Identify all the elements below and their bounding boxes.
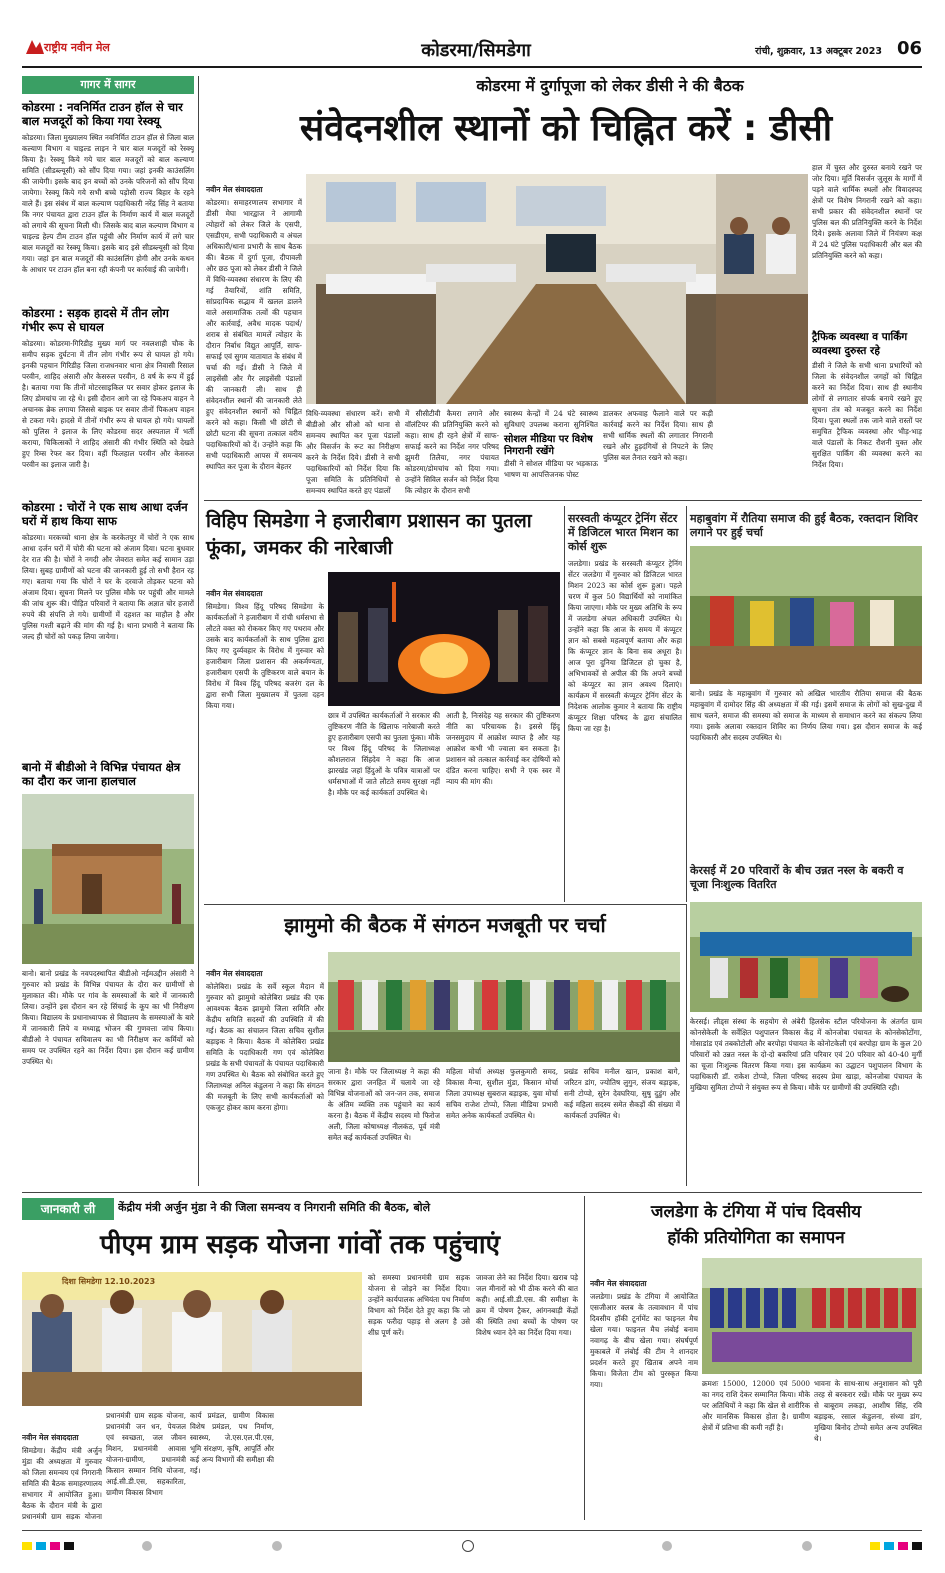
section-title: कोडरमा/सिमडेगा: [421, 40, 531, 61]
top-story-kicker: कोडरमा में दुर्गापूजा को लेकर डीसी ने की बैठक: [476, 77, 744, 95]
top-story-text: स्वास्थ्य केन्द्रों में 24 घंटे स्वास्थ्य सुविधाएं उपलब्ध कराना सुनिश्चित: [504, 409, 598, 429]
brief-body: बानो। बानो प्रखंड के नवपदस्थापित बीडीओ नईमउद्दीन अंसारी ने गुरुवार को प्रखंड के विभिन्न पंचायत के दौरा कर ग्रामीणों से मुलाकात की। मौके पर गांव के समस्याओं के बारे में जानकारी लिया। उन्होंने इस दौरान बन रहे सिंचाई के कूप का भी निरीक्षण किया। विद्यालय के प्रधानाध्यापक से विद्यालय के समस्याओं के बारे में जानकारी लिये व मध्याह्न भोजन की गुणवत्ता जांच किया। बीडीओ ने पंचायत सचिवालय का भी निरीक्षण कर कर्मियों को समय पर उपस्थित रहने का निर्देश दिया। इस दौरान कई ग्रामीण उपस्थित थे।: [22, 969, 194, 1066]
byline: नवीन मेल संवाददाता: [590, 1279, 647, 1288]
column-divider: [686, 506, 687, 902]
hockey-column: क्रमशः 15000, 12000 एवं 5000 का नगद राशि देकर सम्मानित किया। मौके पर अतिथियों ने कहा कि खेल से शारीरिक और मानसिक विकास होता है। ग्रामीण क्षेत्रों में प्रतिभा की कमी नहीं है।: [702, 1379, 810, 1432]
info-label: जानकारी ली: [22, 1198, 114, 1220]
minister-column: को समस्या प्रधानमंत्री ग्राम सड़क योजना से जोड़ने का निर्देश दिया। उन्होंने कार्यपालक अभियंता पथ निर्माण विभाग को निर्देश देते हुए कहा कि जो सड़क फरीदा पहाड़ से अलग है उसे शीघ्र पूर्ण करें।: [368, 1273, 470, 1337]
kersai-headline: केरसई में 20 परिवारों के बीच उन्नत नस्ल के बकरी व चूजा निःशुल्क वितरित: [690, 864, 904, 891]
footer-rule: [22, 1530, 922, 1531]
top-story-subhead: ट्रैफिक व्यवस्था व पार्किंग व्यवस्था दुरुस्त रहे: [812, 331, 908, 357]
top-story-column-group: [504, 408, 598, 494]
vhp-column: छात्र में उपस्थित कार्यकर्ताओं ने सरकार की तुष्टिकरण नीति के खिलाफ नारेबाजी करते हुए हजारीबाग एसपी का पुतला फूंका। मौके पर विश्व हिंदू परिषद के जिलाध्यक्ष कौशलराज सिंहदेव ने कहा कि आज झारखंड जहां हिंदुओं के पवित्र यात्राओं पर धर्मसभाओं में जाते लौटते समय सुरक्षा नहीं है। मौके पर कई कार्यकर्ता उपस्थित थे।: [328, 711, 440, 797]
brief-body: कोडरमा। जिला मुख्यालय स्थित नवनिर्मित टाउन हॉल से जिला बाल कल्याण विभाग व चाइल्ड लाइन ने चार बाल मजदूरों को रेस्क्यू किया है। रेस्क्यू किये गये चार बाल मजदूरों को बाल कल्याण समिति (सीडब्ल्यूसी) को सौंप दिया गया। जहां इनकी काउंसलिंग की जायेगी। इसके बाद इन बच्चों को उनके परिजनों को सौंप दिया जायेगा। रेस्क्यू किये गये सभी बच्चे पड़ोसी राज्य बिहार के रहने वाले हैं। इस संबंध में बाल कल्याण पदाधिकारी नरेंद्र सिंह ने बताया कि नगर पंचायत द्वारा टाउन हॉल के निर्माण कार्य में बाल मजदूरों को लगाये की सूचना मिली थी। जिसके बाद बाल कल्याण विभाग व चाइल्ड हेल्प टीम टाउन हॉल पहुंची और निर्माण कार्य में लगे चार बाल मजदूरों का रेस्क्यू किया। इसके बाद इसे सीडब्ल्यूसी को दिया गया। जहां इन बाल मजदूरों की काउंसलिंग होगी और उनके कथन के आधार पर टाउन हॉल बना रही कंपनी पर कार्रवाई की जायेगी।: [22, 133, 194, 274]
top-story-column: डीसी ने जिले के सभी थाना प्रभारियों को जिला के संवेदनशील जगहों को चिह्नित करने का निर्देश दिया। साथ ही स्थानीय लोगों से लगातार संपर्क बनाये रखने हुए सूचना तंत्र को मजबूत करने का निर्देश दिया। पूजा स्थलों तक जाने वाले रास्तों पर समुचित ट्रैफिक व्यवस्था और भीड़-भाड़ वाले पंडालों के निकट रौशनी युक्त और सुरक्षित पार्किंग की व्यवस्था करने का निर्देश दिया।: [812, 361, 922, 469]
column-divider: [564, 506, 565, 902]
brief-body: कोडरमा। मरकच्चो थाना क्षेत्र के करकेतपुर में चोरों ने एक साथ आधा दर्जन घरों में चोरी की घटना को अंजाम दिया। घटना बुधवार देर रात की है। चोरों ने नगदी और जेवरात समेत कई सामान उड़ा लिया। सुबह ग्रामीणों को घटना की जानकारी हुई तो सभी हैरान रह गए। बताया गया कि चोरों ने घर के दरवाजे तोड़कर घटना को अंजाम दिया। सूचना मिलने पर पुलिस मौके पर पहुंची और मामले की जांच शुरू की। पीड़ित परिवारों ने बताया कि अज्ञात चोर हजारों रुपये की संपत्ति ले गये। ग्रामीणों में दहशत का माहौल है और पुलिस गश्ती बढ़ाने की मांग की गई है। थाना प्रभारी ने बताया कि जल्द ही चोरों को पकड़ लिया जायेगा।: [22, 533, 194, 641]
hockey-teams-photo: [702, 1258, 922, 1374]
byline: नवीन मेल संवाददाता: [206, 589, 263, 598]
minister-column: [22, 1410, 102, 1520]
top-story-subhead: सोशल मीडिया पर विशेष निगरानी रखेंगे: [504, 434, 593, 457]
samaj-meeting-photo: [690, 546, 922, 684]
top-story-column: [206, 162, 302, 492]
hockey-column: [590, 1256, 698, 1520]
top-story-text: डीसी ने सोशल मीडिया पर भड़काऊ भाषण या आपत्तिजनक पोस्ट: [504, 459, 598, 479]
computer-body: जलडेगा। प्रखंड के सरस्वती कंप्यूटर ट्रेनिंग सेंटर जलडेगा में गुरुवार को डिजिटल भारत मिशन 2023 का कोर्स शुरू हुआ। पहले चरण में कुल 50 विद्यार्थियों को नामांकित किया जाएगा। मौके पर मुख्य अतिथि के रूप में जलडेगा अंचल अधिकारी उपस्थित थे। उन्होंने कहा कि आज के समय में कंप्यूटर ज्ञान को सबसे महत्वपूर्ण बताया और कहा कि कंप्यूटर ज्ञान के बिना सब अधूरा है। आज पूरा दुनिया डिजिटल हो चुका है, अभिभावकों से अपील की कि अपने बच्चों को कंप्यूटर का ज्ञान अवश्य दिलाएं। कार्यक्रम में सरस्वती कंप्यूटर ट्रेनिंग सेंटर के निदेशक आलोक कुमार ने बताया कि राष्ट्रीय कंप्यूटर शिक्षा परिषद के द्वारा संचालित किया जा रहा है।: [568, 559, 682, 733]
jmm-column: प्रखंड सचिव मनील खान, प्रकाश बागे, जरिटन डांग, ज्योतिष लुगुन, संजय बड़ाइक, सनी टोप्पो, सुरेन देवघरिया, सुषु दुडुंग और कई महिला सदस्य समेत सैकड़ों की संख्या में कार्यकर्ता उपस्थित थे।: [564, 1067, 680, 1120]
brief-body: कोडरमा। कोडरमा-गिरिडीह मुख्य मार्ग पर नवलशाही चौक के समीप सड़क दुर्घटना में तीन लोग गंभीर रूप से घायल हो गये। इनकी पहचान गिरिडीह जिला राजधनवार थाना क्षेत्र निवासी रिसाल परवीन, शाहिद अंसारी और केसरुल परवीन, 8 वर्ष के रूप में हुई है। बताया गया कि तीनों मोटरसाइकिल पर सवार होकर इलाज के लिए डोमचांच जा रहे थे। इसी दौरान आगे जा रहे पिकअप वाहन ने अचानक ब्रेक लगाया जिससे बाइक पर सवार तीनों पिकअप वाहन से टकरा गये। हादसे में तीनों गंभीर रूप से घायल हो गये। घायलों को पुलिस ने इलाज के लिए कोडरमा सदर अस्पताल में भर्ती कराया, चिकित्सकों ने शाहिद अंसारी की गंभीर स्थिति को देखते हुए रिम्स रेफर कर दिया। वहीं फिलहाल परवीन और केसरुल परवीन का इलाज जारी है।: [22, 339, 194, 469]
top-story-column: हाल में चुस्त और दुरुस्त बनाये रखने पर जोर दिया। मूर्ति विसर्जन जुलूस के मार्गों में पड़ने वाले धार्मिक स्थलों और विवादस्पद क्षेत्रों पर विशेष निगरानी रखने को कहा। सभी प्रकार की संवेदनशील स्थानों पर पुलिस बल की प्रतिनियुक्ति करने के निर्देश दिये। इसके अलावा जिले में नियंत्रण कक्ष में 24 घंटे पुलिस पदाधिकारी और बल की प्रतिनियुक्ति करने को कहा।: [812, 163, 922, 260]
hockey-headline-2: हॉकी प्रतियोगिता का समापन: [667, 1228, 845, 1248]
minister-text: सिमडेगा। केंद्रीय मंत्री अर्जुन मुंडा की अध्यक्षता में गुरुवार को जिला समन्वय एवं निगरानी समिति की बैठक समाहरणालय सभागार में आयोजित हुआ। बैठक के दौरान मंत्री के द्वारा प्रधानमंत्री ग्राम सड़क योजना: [22, 1446, 102, 1520]
top-story-text: कोडरमा। समाहरणालय सभागार में डीसी मेघा भारद्वाज ने आगामी त्योहारों को लेकर जिले के एसपी, एसडीएम, सभी पदाधिकारी व अंचल अधिकारी/थाना प्रभारी के साथ बैठक की। बैठक में दुर्गा पूजा, दीपावली और छठ पूजा को लेकर डीसी ने जिले में विधि-व्यवस्था संधारण के लिए की गई तैयारियों, शांति समिति, सांप्रदायिक सद्भाव में खलल डालने वाले असामाजिक तत्वों की पहचान और कार्रवाई, अवैध मादक पदार्थ/शराब से संबंधित मामलें त्योहार के दौरान निर्बाध विद्युत आपूर्ति, साफ-सफाई एवं सुगम यातायात के संबंध में चर्चा की गई। डीसी ने जिले में लाइसेंसी और गैर लाइसेंसी पंडालों की जानकारी ली। साथ ही संवेदनशील स्थानों की जानकारी लेते हुए संवेदनशील स्थानों को चिह्नित करने को कहा। किसी भी छोटी से छोटी घटना की सूचना तत्काल वरीय पदाधिकारियों को दें। उन्होंने कहा कि सभी पदाधिकारी आपस में समन्वय स्थापित कर पूजा के दौरान बेहतर: [206, 198, 302, 471]
hockey-text: जलडेगा। प्रखंड के टंगिया में आयोजित एसजीआर क्लब के तत्वावधान में पांच दिवसीय हॉकी टूर्नामेंट का फाइनल मैच खेला गया। फाइनल मैच लंबोई बनाम नवागढ़ के बीच खेला गया। संघर्षपूर्ण मुकाबले में लंबोई की टीम ने शानदार प्रदर्शन करते हुए खिताब अपने नाम किया। विजेता टीम को पुरस्कृत किया गया।: [590, 1292, 698, 1389]
hockey-column: भावना के साथ-साथ अनुशासन को पूरी तरह से बरकरार रखें। मौके पर मुख्य रूप से बाबूराम लकड़ा, आशीष सिंह, रवि बड़ाइक, रसाल कंडुलना, संध्या डांग, मुखिया बिनोद टोप्पो समेत अन्य उपस्थित थे।: [814, 1379, 922, 1443]
edition-date: रांची, शुक्रवार, 13 अक्टूबर 2023: [755, 46, 882, 57]
minister-column: प्रधानमंत्री ग्राम सड़क योजना, प्रधानमंत्री जन धन, पेयजल एवं स्वच्छता, जल जीवन मिशन, प्रधानमंत्री आवास योजना-ग्रामीण, प्रधानमंत्री किसान सम्मान निधि योजना, आई.सी.डी.एस, सहकारिता, ग्रामीण विकास विभाग: [106, 1411, 186, 1497]
column-divider: [584, 1196, 585, 1520]
column-divider: [686, 904, 687, 1186]
jmm-text: कोलेबिरा। प्रखंड के सर्वे स्कूल मैदान में गुरुवार को झामुमो कोलेबिरा प्रखंड की एक आवश्यक बैठक झामुमो जिला समिति और केंद्रीय समिति सदस्यों की उपस्थिति में की गई। बैठक का संचालन जिला सचिव सुशील बड़ाइक ने किया। बैठक में कोलेबिरा प्रखंड समिति के पदाधिकारी गण एवं कोलेबिरा प्रखंड के सभी पंचायतों के पंचायत पदाधिकारी गण उपस्थित थे। बैठक को संबोधित करते हुए जिलाध्यक्ष अनिल कंडुलना ने कहा कि संगठन की मजबूती के लिए सभी कार्यकर्ताओं को एकजुट होकर काम करना होगा।: [206, 982, 324, 1112]
byline: नवीन मेल संवाददाता: [22, 1433, 79, 1442]
hockey-headline-1: जलडेगा के टंगिया में पांच दिवसीय: [650, 1202, 862, 1222]
brief-headline: कोडरमा : नवनिर्मित टाउन हॉल से चार बाल मजदूरों को किया गया रेस्क्यू: [22, 100, 183, 128]
paper-name: राष्ट्रीय नवीन मेल: [44, 41, 110, 54]
effigy-burning-photo: [328, 572, 560, 706]
section-divider: [22, 1192, 922, 1193]
minister-column: जावजा लेने का निर्देश दिया। खराब पड़े जल मीनारों को भी ठीक करने की बात कही। आई.सी.डी.एस. की समीक्षा के क्रम में पोषण ट्रैकर, आंगनबाड़ी केंद्रों की स्थिति तथा बच्चों के पोषण पर विशेष ध्यान देने का निर्देश दिया गया।: [476, 1273, 578, 1337]
vhp-headline: विहिप सिमडेगा ने हजारीबाग प्रशासन का पुतला फूंका, जमकर की नारेबाजी: [206, 510, 532, 559]
byline: नवीन मेल संवाददाता: [206, 185, 263, 194]
mahabuang-body: बानो। प्रखंड के महाबुवांग में गुरुवार को अखिल भारतीय रौतिया समाज की बैठक महाबुवांग में दामोदर सिंह की अध्यक्षता में की गई। इसमें समाज के लोगों को सुख-दुख में साथ चलने, समाज की समस्या को समाज के माध्यम से समाधान करने का संकल्प लिया गया। इसके अलावा रक्तदान शिविर का निर्णय लिया गया। इस दौरान समाज के कई पदाधिकारी और सदस्य उपस्थित थे।: [690, 689, 922, 742]
section-divider: [204, 500, 922, 501]
mahabuang-headline: महाबुवांग में रौतिया समाज की हुई बैठक, रक्तदान शिविर लगाने पर हुई चर्चा: [690, 512, 918, 539]
top-story-column: विधि-व्यवस्था संधारण करें। सभी बीडीओ और सीओ को थाना से समन्वय स्थापित कर पूजा पंडालों और विसर्जन के रूट का निरीक्षण करने के निर्देश दिये। डीसी ने सभी पदाधिकारियों को निर्देश दिया कि पूजा समिति के प्रतिनिधियों से समन्वय स्थापित करते हुए पंडालों: [306, 409, 400, 494]
top-story-headline: संवेदनशील स्थानों को चिह्नित करें : डीसी: [299, 108, 833, 149]
bdo-visit-photo: [22, 794, 194, 964]
brief-headline: बानो में बीडीओ ने विभिन्न पंचायत क्षेत्र का दौरा कर जाना हालचाल: [22, 760, 181, 788]
minister-headline: पीएम ग्राम सड़क योजना गांवों तक पहुंचाएं: [100, 1230, 500, 1260]
dc-officials-photo: [716, 174, 808, 404]
jmm-meeting-photo: [328, 952, 680, 1062]
vhp-text: सिमडेगा। विश्व हिंदू परिषद सिमडेगा के कार्यकर्ताओं ने हजारीबाग में रांची धर्मसभा से लौटते वक्त को रोककर किए गए पथराव और उसके बाद कार्यकर्ताओं के साथ पुलिस द्वारा किए गए दुर्व्यवहार के विरोध में गुरुवार को हजारीबाग जिला प्रशासन की अकर्मण्यता, हजारीबाग एसपी के तुष्टिकरण वाले बयान के विरोध में विश्व हिंदू परिषद बजरंग दल के द्वारा सभी जिला मुख्यालय में पुतला दहन किया गया।: [206, 602, 324, 710]
briefs-label: गागर में सागर: [22, 76, 194, 94]
top-story-column: में सीसीटीवी कैमरा लगाने और वॉलंटियर की प्रतिनियुक्ति करने को कहा। साथ ही रहने क्षेत्रों में साफ-सफाई करने का निर्देश नगर परिषद झुमरी तिलैया, नगर पंचायत कोडरमा/डोमचांच को दिया गया। उन्होंने सिविल सर्जन को निर्देश दिया कि त्योहार के दौरान सभी: [405, 409, 499, 494]
masthead-rule: [22, 66, 922, 68]
page-number: 06: [896, 38, 922, 59]
brief-headline: कोडरमा : चोरों ने एक साथ आधा दर्जन घरों में हाथ किया साफ: [22, 500, 188, 528]
top-story-column: डालकर अफवाह फैलाने वाले पर कड़ी कार्रवाई करने का निर्देश दिया। साथ ही सभी धार्मिक स्थलों की लगातार निगरानी रखने और हुड़दंगियों से निपटने के लिए पुलिस बल तैनात रखने को कहा।: [603, 409, 713, 462]
kersai-body: केरसई। लीड्स संस्था के सहयोग से अंबेरी हिलसेक स्टील परियोजना के अंतर्गत ग्राम कोनसेकेली के सर्वेक्षित पशुपालन विकास केंद्र में कोनजोबा पंचायत के कोनसेकोटोंगा, गोसाडांड एवं तबकोटोली और बरपोहा पंचायत के कोनोटकेली एवं बरपोहा ग्राम के कुल 20 परिवारों को उन्नत नस्ल के दो-दो बकरियां प्रति परिवार एवं 20 परिवार को 40-40 मुर्गी का चूजा निःशुल्क वितरण किया गया। इस कार्यक्रम का उद्घाटन पशुपालन विभाग के पदाधिकारी डॉ. राकेश टोप्पो, जिला परिषद सदस्य प्रेमा खाड़ा, कोनजोबा पंचायत के मुखिया सुमिता टोप्पो ने संयुक्त रूप से किया। मौके पर ग्रामीणों की उपस्थिति रही।: [690, 1017, 922, 1092]
jmm-column: [206, 946, 324, 1186]
photo-banner-text: दिशा सिमडेगा 12.10.2023: [62, 1277, 156, 1286]
color-registration-strip: [22, 1540, 922, 1552]
minister-meeting-photo: [22, 1272, 362, 1406]
vhp-column: आती है, निःसंदेह यह सरकार की तुष्टिकरण नीति का परिचायक है। इससे हिंदू जनसमुदाय में आक्रोश व्याप्त है और यह आक्रोश कभी भी ज्वाला बन सकता है। प्रशासन को तत्काल कार्रवाई कर दोषियों को दंडित करना चाहिए। सभी ने एक स्वर में न्याय की मांग की।: [446, 711, 560, 786]
goat-distribution-photo: [690, 902, 922, 1012]
jmm-column: जाना है। मौके पर जिलाध्यक्ष ने कहा की सरकार द्वारा जनहित में चलाये जा रहे विभिन्न योजनाओं को जन-जन तक, समाज के अंतिम व्यक्ति तक पहुंचाने का कार्य करना है। बैठक में केंद्रीय सदस्य मो फिरोज अली, जिला कोषाध्यक्ष नीलकंठ, पूर्व मंत्री समेत कई कार्यकर्ता उपस्थित थे।: [328, 1067, 440, 1142]
section-divider: [204, 904, 686, 905]
minister-column: कार्य प्रमंडल, ग्रामीण विकास विशेष प्रमंडल, पथ निर्माण, स्वास्थ्य, जे.एस.एल.पी.एस, भूमि संरक्षण, कृषि, आपूर्ति और कई अन्य विभागों की समीक्षा की गई।: [190, 1411, 274, 1475]
masthead-logo: [22, 36, 142, 58]
column-divider: [198, 76, 199, 1186]
vhp-column: [206, 566, 324, 902]
jmm-headline: झामुमो की बैठक में संगठन मजबूती पर चर्चा: [284, 913, 606, 937]
byline: नवीन मेल संवाददाता: [206, 969, 263, 978]
jmm-column: महिला मोर्चा अध्यक्ष फुलकुमारी समद, विकास मैन्या, सुशील मुंडा, किसान मोर्चा जिला उपाध्यक्ष सुबराज बड़ाइक, युवा मोर्चा सचिव राजेश टोप्पो, जिला मीडिया प्रभारी समेत अनेक कार्यकर्ता उपस्थित थे।: [446, 1067, 558, 1120]
brief-headline: कोडरमा : सड़क हादसे में तीन लोग गंभीर रूप से घायल: [22, 306, 169, 334]
minister-kicker: केंद्रीय मंत्री अर्जुन मुंडा ने की जिला समन्वय व निगरानी समिति की बैठक, बोले: [118, 1201, 431, 1214]
computer-headline: सरस्वती कंप्यूटर ट्रेनिंग सेंटर में डिजिटल भारत मिशन का कोर्स शुरू: [568, 512, 679, 553]
